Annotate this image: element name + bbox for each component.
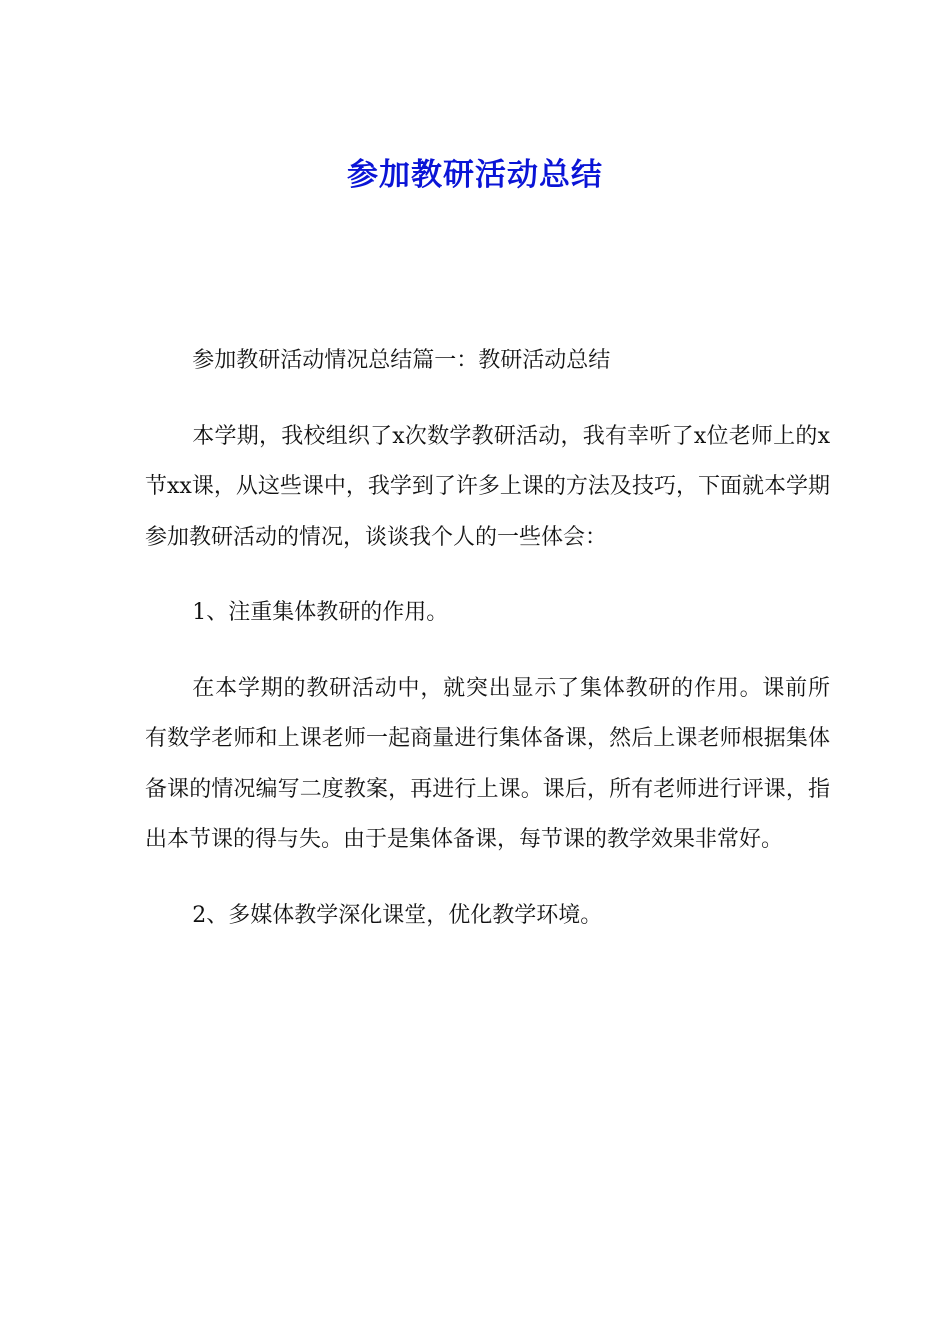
- document-body: [145, 336, 830, 941]
- paragraph-point-1-detail: 在本学期的教研活动中，就突出显示了集体教研的作用。课前所有数学老师和上课老师一起商量进行集体备课，然后上课老师根据集体备课的情况编写二度教案，再进行上课。课后，所有老师进行评课，指出本节课的得与失。由于是集体备课，每节课的教学效果非常好。: [145, 675, 830, 852]
- paragraph-heading: 参加教研活动情况总结篇一：教研活动总结: [192, 348, 611, 373]
- document-title: 参加教研活动总结: [347, 156, 603, 193]
- paragraph-point-2: 2、多媒体教学深化课堂，优化教学环境。: [192, 902, 603, 928]
- paragraph-intro: 本学期，我校组织了x次数学教研活动，我有幸听了x位老师上的x节xx课，从这些课中，我学到了许多上课的方法及技巧，下面就本学期参加教研活动的情况，谈谈我个人的一些体会：: [145, 423, 830, 550]
- paragraph-point-1: 1、注重集体教研的作用。: [192, 600, 449, 625]
